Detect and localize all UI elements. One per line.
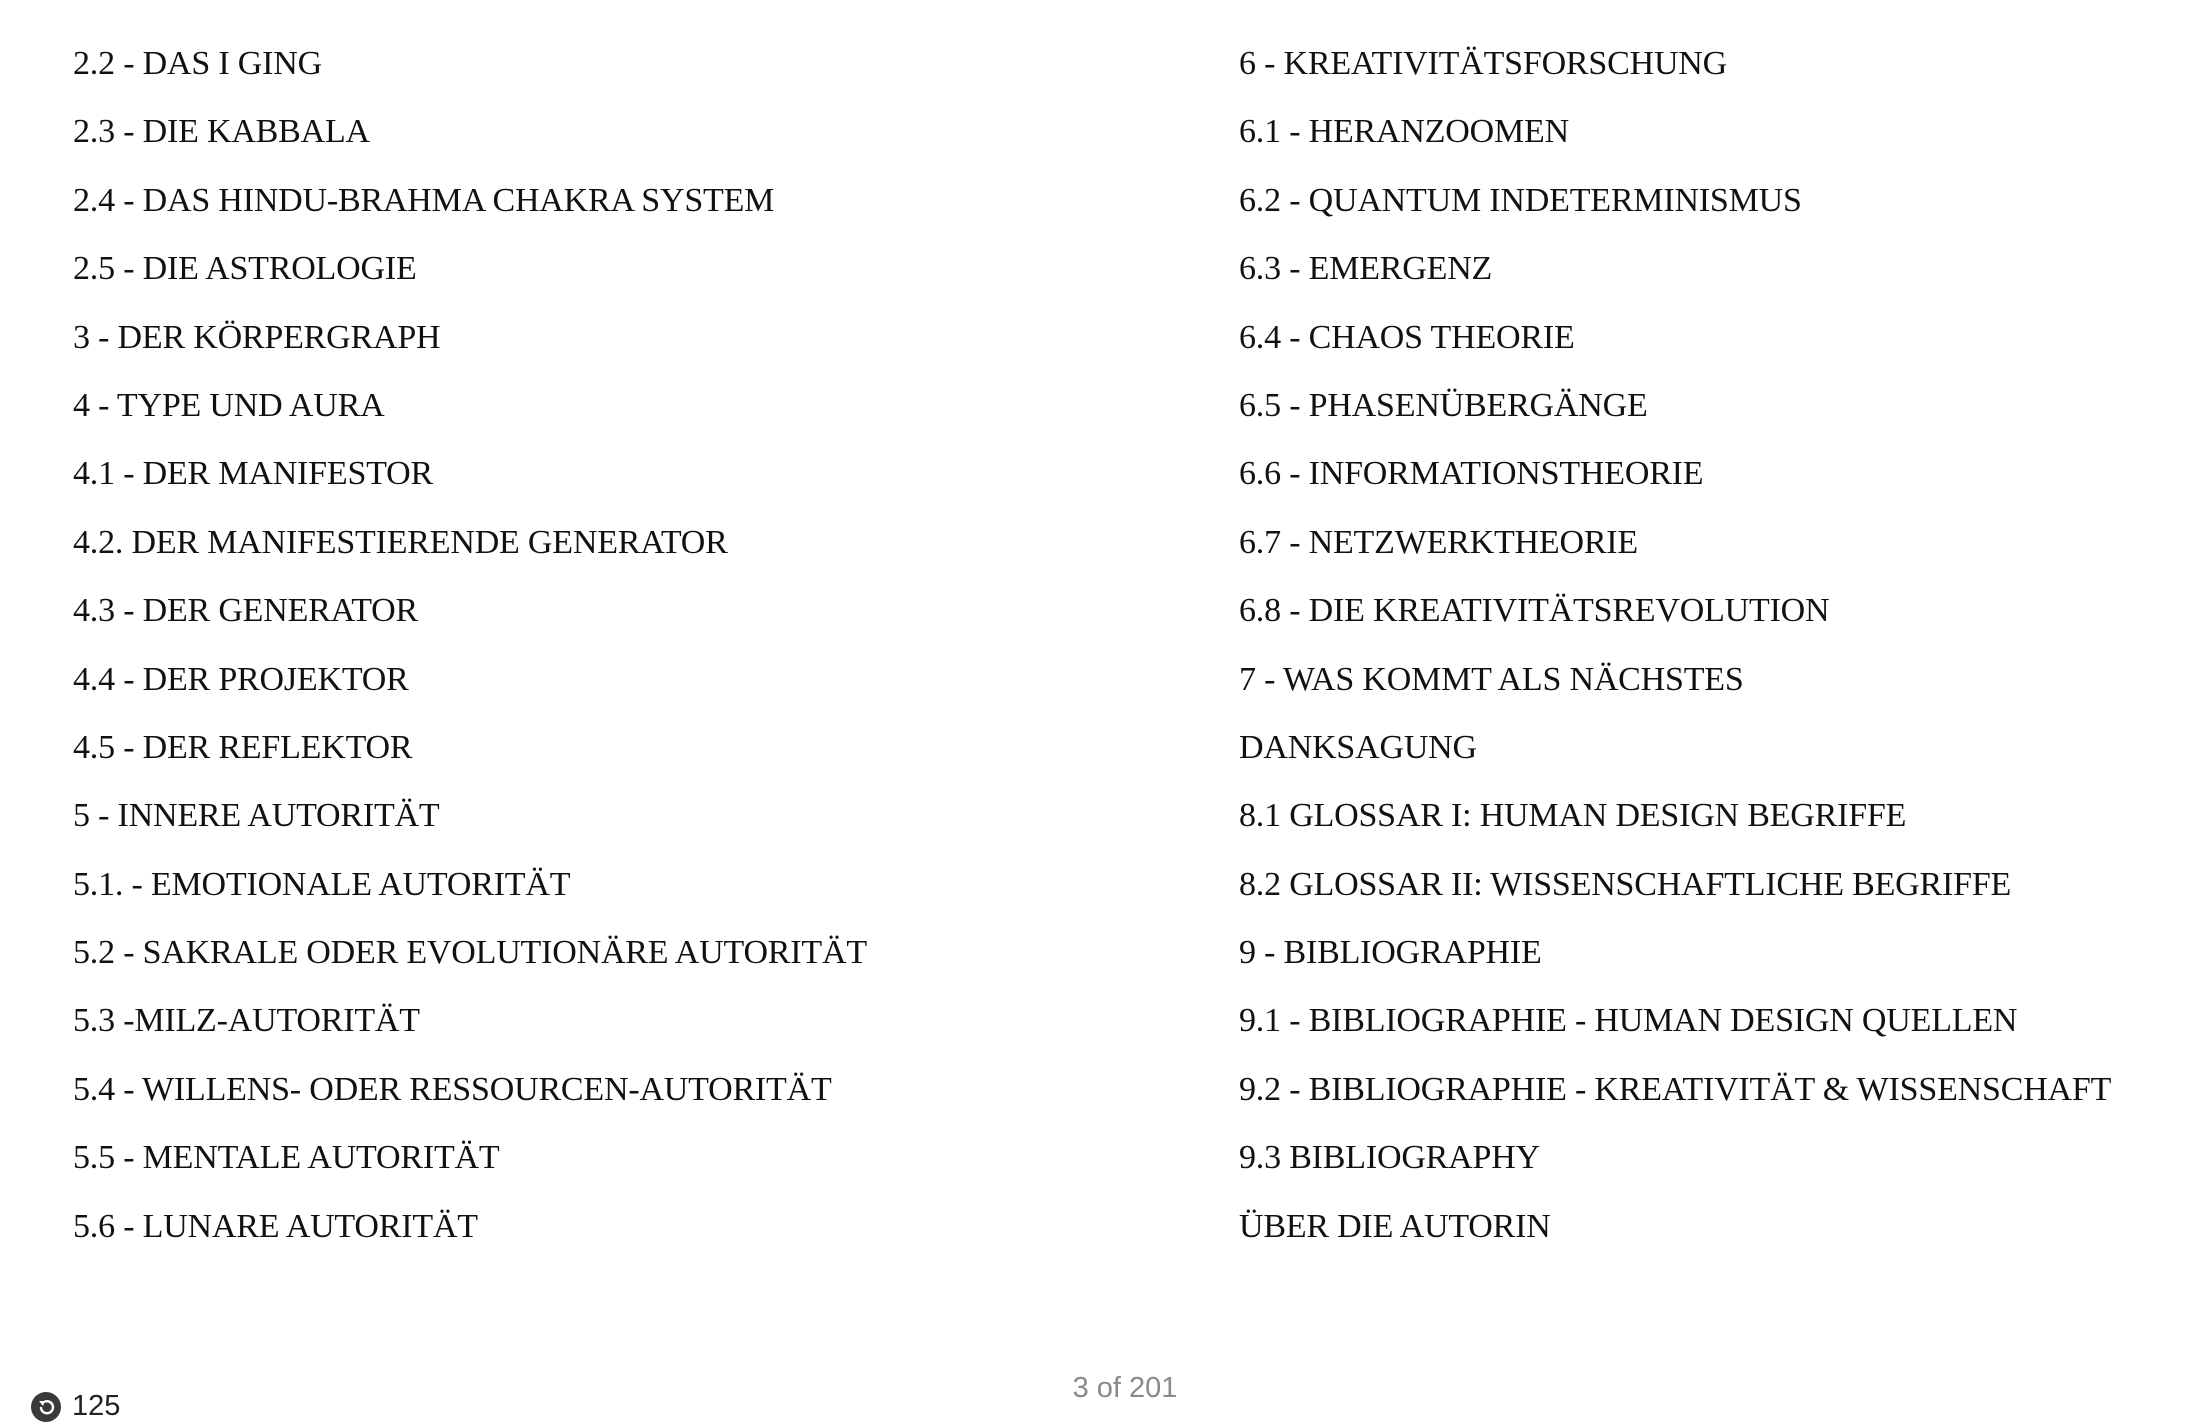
toc-left-column: [73, 44, 867, 1275]
toc-entry[interactable]: DANKSAGUNG: [1239, 728, 1477, 766]
toc-entry[interactable]: 5.5 - MENTALE AUTORITÄT: [73, 1139, 500, 1177]
toc-entry[interactable]: 2.4 - DAS HINDU-BRAHMA CHAKRA SYSTEM: [73, 181, 775, 219]
toc-entry[interactable]: 7 - WAS KOMMT ALS NÄCHSTES: [1239, 660, 1744, 698]
toc-entry[interactable]: 6.3 - EMERGENZ: [1239, 250, 1493, 288]
back-page-number: 125: [72, 1390, 121, 1422]
toc-entry[interactable]: 2.5 - DIE ASTROLOGIE: [73, 250, 417, 288]
toc-entry[interactable]: 6.6 - INFORMATIONSTHEORIE: [1239, 455, 1704, 493]
back-arrow-icon: [31, 1392, 61, 1422]
toc-entry[interactable]: 6.1 - HERANZOOMEN: [1239, 113, 1569, 151]
toc-entry[interactable]: 8.2 GLOSSAR II: WISSENSCHAFTLICHE BEGRIFFE: [1239, 865, 2012, 903]
toc-entry[interactable]: 6.5 - PHASENÜBERGÄNGE: [1239, 386, 1648, 424]
toc-right-column: [1239, 44, 2111, 1275]
toc-entry[interactable]: 9 - BIBLIOGRAPHIE: [1239, 934, 1542, 972]
toc-entry[interactable]: 2.3 - DIE KABBALA: [73, 113, 370, 151]
toc-entry[interactable]: 8.1 GLOSSAR I: HUMAN DESIGN BEGRIFFE: [1239, 797, 1907, 835]
toc-entry[interactable]: 4.3 - DER GENERATOR: [73, 592, 419, 630]
toc-entry[interactable]: 3 - DER KÖRPERGRAPH: [73, 318, 441, 356]
toc-entry[interactable]: 4.1 - DER MANIFESTOR: [73, 455, 433, 493]
toc-entry[interactable]: 5.2 - SAKRALE ODER EVOLUTIONÄRE AUTORITÄT: [73, 934, 867, 972]
toc-entry[interactable]: 5.1. - EMOTIONALE AUTORITÄT: [73, 865, 571, 903]
toc-entry[interactable]: 9.1 - BIBLIOGRAPHIE - HUMAN DESIGN QUELLEN: [1239, 1002, 2018, 1040]
toc-entry[interactable]: 6.7 - NETZWERKTHEORIE: [1239, 523, 1638, 561]
toc-entry[interactable]: 5 - INNERE AUTORITÄT: [73, 797, 440, 835]
toc-entry[interactable]: 5.4 - WILLENS- ODER RESSOURCEN-AUTORITÄT: [73, 1070, 832, 1108]
toc-entry[interactable]: 6.4 - CHAOS THEORIE: [1239, 318, 1575, 356]
toc-entry[interactable]: 5.3 -MILZ-AUTORITÄT: [73, 1002, 420, 1040]
page-indicator: 3 of 201: [1072, 1372, 1178, 1404]
toc-entry[interactable]: 6.2 - QUANTUM INDETERMINISMUS: [1239, 181, 1802, 219]
back-to-page-button[interactable]: [31, 1390, 120, 1423]
toc-entry[interactable]: 4.4 - DER PROJEKTOR: [73, 660, 409, 698]
toc-entry[interactable]: 9.3 BIBLIOGRAPHY: [1239, 1139, 1540, 1177]
toc-entry[interactable]: 4.5 - DER REFLEKTOR: [73, 728, 413, 766]
toc-entry[interactable]: 2.2 - DAS I GING: [73, 45, 322, 82]
toc-entry[interactable]: 4.2. DER MANIFESTIERENDE GENERATOR: [73, 523, 728, 561]
toc-entry[interactable]: 6.8 - DIE KREATIVITÄTSREVOLUTION: [1239, 592, 1830, 630]
toc-entry[interactable]: 5.6 - LUNARE AUTORITÄT: [73, 1207, 478, 1245]
toc-entry[interactable]: 6 - KREATIVITÄTSFORSCHUNG: [1239, 45, 1728, 82]
toc-entry[interactable]: 9.2 - BIBLIOGRAPHIE - KREATIVITÄT & WISSENSCHAFT: [1239, 1070, 2112, 1108]
toc-entry[interactable]: 4 - TYPE UND AURA: [73, 386, 385, 424]
toc-entry[interactable]: ÜBER DIE AUTORIN: [1239, 1207, 1551, 1245]
